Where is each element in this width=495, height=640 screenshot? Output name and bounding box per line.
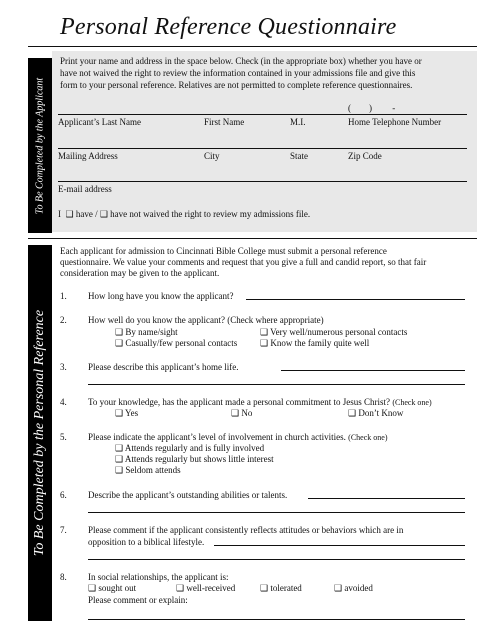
q8-answer-line[interactable] — [88, 619, 465, 620]
q5-note: (Check one) — [348, 433, 388, 442]
q2-option-3-label: Casually/few personal contacts — [125, 338, 238, 348]
checkbox-icon[interactable]: ❑ — [115, 327, 124, 337]
q1-number: 1. — [60, 291, 67, 301]
q8-option-4[interactable] — [334, 583, 373, 594]
q4-option-no-label: No — [241, 408, 253, 418]
q2-option-2[interactable] — [260, 327, 407, 338]
q8-option-2-label: well-received — [186, 583, 236, 593]
email-input-line[interactable] — [58, 181, 467, 182]
address-input-line[interactable] — [58, 148, 467, 149]
q3-answer-line-2[interactable] — [88, 384, 465, 385]
q4-question — [88, 397, 432, 408]
waiver-row — [58, 209, 310, 220]
have-not-label: have not waived the right to review my admissions file. — [110, 209, 311, 219]
q6-answer-line[interactable] — [308, 498, 465, 499]
checkbox-icon[interactable]: ❑ — [260, 583, 269, 593]
q2-option-2-label: Very well/numerous personal contacts — [270, 327, 408, 337]
last-name-label: Applicant’s Last Name — [58, 117, 141, 127]
email-label: E-mail address — [58, 184, 112, 194]
q7-text: Please comment if the applicant consistently reflects attitudes or behaviors which are in — [88, 525, 404, 535]
applicant-intro-line-3: form to your personal reference. Relatives are not permitted to complete reference questionnaires. — [60, 80, 413, 90]
checkbox-icon[interactable]: ❑ — [260, 327, 269, 337]
checkbox-icon[interactable]: ❑ — [176, 583, 185, 593]
q5-option-1[interactable] — [115, 443, 264, 454]
have-checkbox[interactable]: ❑ — [63, 209, 74, 219]
checkbox-icon[interactable]: ❑ — [348, 408, 357, 418]
q5-option-3[interactable] — [115, 465, 181, 476]
first-name-label: First Name — [204, 117, 245, 127]
applicant-intro-line-2: have not waived the right to review the information contained in your admissions file and give this — [60, 68, 416, 78]
page-title: Personal Reference Questionnaire — [60, 14, 397, 40]
q5-option-1-label: Attends regularly and is fully involved — [124, 443, 265, 453]
phone-label: Home Telephone Number — [348, 117, 442, 127]
zip-code-label: Zip Code — [348, 151, 382, 161]
mi-label: M.I. — [290, 117, 306, 127]
q5-question — [88, 432, 388, 443]
q7-number: 7. — [60, 525, 67, 535]
q8-number: 8. — [60, 572, 67, 582]
checkbox-icon[interactable]: ❑ — [260, 338, 269, 348]
checkbox-icon[interactable]: ❑ — [115, 443, 124, 453]
q8-option-3[interactable] — [260, 583, 302, 594]
have-label: have / — [75, 209, 98, 219]
q4-note: (Check one) — [392, 398, 432, 407]
q7-text-2: opposition to a biblical lifestyle. — [88, 537, 205, 547]
reference-side-text: To Be Completed by the Personal Reference — [32, 309, 47, 557]
mailing-address-label: Mailing Address — [58, 151, 118, 161]
q7-answer-line-2[interactable] — [88, 559, 465, 560]
q5-option-2-label: Attends regularly but shows little interest — [124, 454, 274, 464]
have-not-checkbox[interactable]: ❑ — [99, 209, 108, 219]
q4-text: To your knowledge, has the applicant made a personal commitment to Jesus Christ? — [88, 397, 391, 407]
checkbox-icon[interactable]: ❑ — [115, 338, 124, 348]
title-underline — [28, 46, 477, 47]
q4-option-yes[interactable] — [115, 408, 138, 419]
checkbox-icon[interactable]: ❑ — [88, 583, 97, 593]
q2-text: How well do you know the applicant? (Check where appropriate) — [88, 315, 324, 325]
phone-format: ( ) - — [348, 103, 396, 113]
q3-number: 3. — [60, 362, 67, 372]
q8-option-1-label: sought out — [98, 583, 137, 593]
q2-option-3[interactable] — [115, 338, 237, 349]
q6-answer-line-2[interactable] — [88, 512, 465, 513]
q4-option-yes-label: Yes — [125, 408, 139, 418]
q8-text-2: Please comment or explain: — [88, 595, 188, 605]
q6-number: 6. — [60, 490, 67, 500]
reference-intro-line-2: questionnaire. We value your comments and request that you give a full and candid report, so that fair — [60, 257, 427, 267]
reference-side-label — [28, 245, 52, 621]
reference-intro-line-1: Each applicant for admission to Cincinnati Bible College must submit a personal reference — [60, 246, 387, 256]
name-phone-input-line[interactable] — [58, 114, 467, 115]
section-divider — [28, 238, 477, 239]
q4-option-dont-know-label: Don’t Know — [358, 408, 404, 418]
checkbox-icon[interactable]: ❑ — [334, 583, 343, 593]
q2-option-4[interactable] — [260, 338, 369, 349]
q5-number: 5. — [60, 432, 67, 442]
q5-text: Please indicate the applicant’s level of involvement in church activities. — [88, 432, 346, 442]
city-label: City — [204, 151, 220, 161]
q8-text: In social relationships, the applicant is: — [88, 572, 229, 582]
applicant-side-text: To Be Completed by the Applicant — [34, 77, 46, 214]
reference-intro-line-3: consideration may be given to the applicant. — [60, 268, 220, 278]
q8-option-4-label: avoided — [344, 583, 373, 593]
q8-option-3-label: tolerated — [270, 583, 302, 593]
applicant-side-label — [28, 58, 52, 233]
q3-answer-line[interactable] — [281, 370, 465, 371]
state-label: State — [290, 151, 308, 161]
checkbox-icon[interactable]: ❑ — [115, 454, 124, 464]
q2-number: 2. — [60, 315, 67, 325]
q4-option-dont-know[interactable] — [348, 408, 403, 419]
q6-text: Describe the applicant’s outstanding abilities or talents. — [88, 490, 288, 500]
q1-answer-line[interactable] — [246, 299, 465, 300]
applicant-intro-line-1: Print your name and address in the space below. Check (in the appropriate box) whether you have or — [60, 56, 422, 66]
q5-option-2[interactable] — [115, 454, 274, 465]
q4-number: 4. — [60, 397, 67, 407]
q5-option-3-label: Seldom attends — [125, 465, 181, 475]
q3-text: Please describe this applicant’s home life. — [88, 362, 239, 372]
q1-text: How long have you know the applicant? — [88, 291, 234, 301]
waiver-i: I — [58, 209, 61, 219]
q2-option-1-label: By name/sight — [125, 327, 178, 337]
checkbox-icon[interactable]: ❑ — [115, 465, 124, 475]
q2-option-4-label: Know the family quite well — [270, 338, 370, 348]
q2-option-1[interactable] — [115, 327, 178, 338]
checkbox-icon[interactable]: ❑ — [231, 408, 240, 418]
checkbox-icon[interactable]: ❑ — [115, 408, 124, 418]
q7-answer-line[interactable] — [214, 545, 465, 546]
q4-option-no[interactable] — [231, 408, 252, 419]
q8-option-1[interactable] — [88, 583, 136, 594]
q8-option-2[interactable] — [176, 583, 235, 594]
